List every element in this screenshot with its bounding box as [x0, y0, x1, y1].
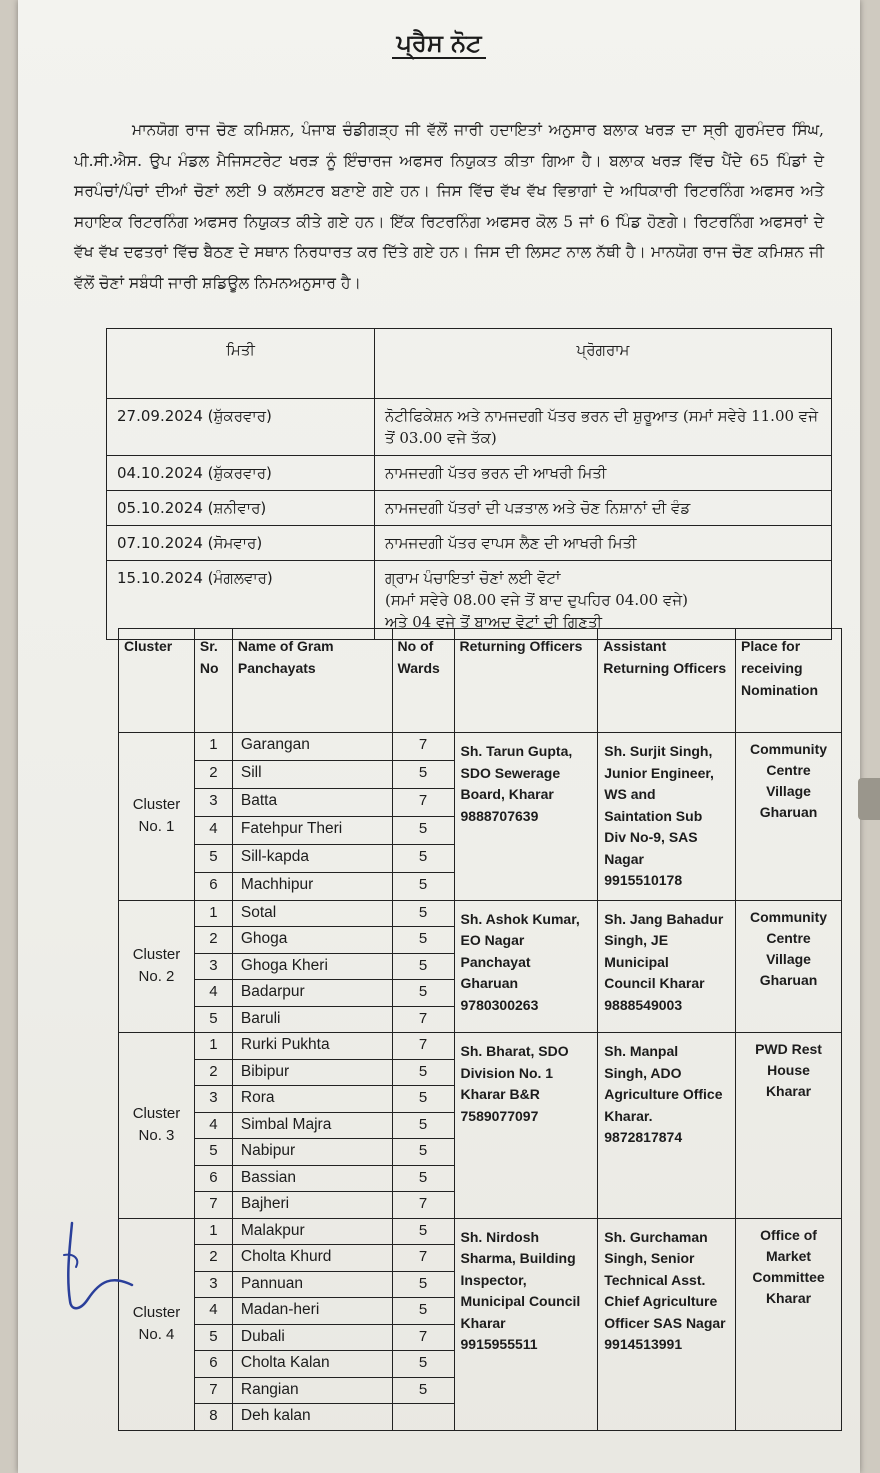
- village-wards: 5: [392, 1059, 454, 1086]
- village-name: Bassian: [232, 1165, 392, 1192]
- nomination-place-line: Community: [750, 741, 828, 757]
- village-sr-no: 5: [194, 1324, 232, 1351]
- schedule-row: [107, 456, 832, 491]
- assistant-returning-officer-line: Chief Agriculture: [604, 1293, 718, 1309]
- paper-clip: [858, 778, 880, 820]
- assistant-returning-officer-line: Sh. Jang Bahadur: [604, 910, 724, 927]
- table-row: [119, 900, 842, 927]
- schedule-program: ਨਾਮਜਦਗੀ ਪੱਤਰ ਭਰਨ ਦੀ ਆਖਰੀ ਮਿਤੀ: [375, 456, 832, 491]
- header-wards: No of Wards: [392, 629, 454, 733]
- nomination-place-line: Gharuan: [759, 804, 818, 820]
- schedule-header-row: [107, 329, 832, 399]
- returning-officer-line: Municipal Council: [460, 1293, 581, 1309]
- table-row: [119, 733, 842, 761]
- village-name: Batta: [232, 788, 392, 816]
- schedule-date: 07.10.2024 (ਸੋਮਵਾਰ): [107, 526, 375, 561]
- village-name: Pannuan: [232, 1271, 392, 1298]
- village-name: Rora: [232, 1086, 392, 1113]
- village-sr-no: 6: [194, 1165, 232, 1192]
- village-sr-no: 1: [194, 1218, 232, 1245]
- village-sr-no: 7: [194, 1377, 232, 1404]
- returning-officer-line: Sharma, Building: [460, 1250, 576, 1266]
- nomination-place-line: Market: [765, 1247, 812, 1264]
- assistant-returning-officer-line: WS and: [604, 786, 656, 802]
- assistant-returning-officer-line: Council Kharar: [604, 975, 705, 991]
- village-wards: 5: [392, 1165, 454, 1192]
- returning-officer-line: 9915955511: [460, 1336, 538, 1352]
- returning-officer: [454, 900, 598, 1033]
- assistant-returning-officer-line: Sh. Manpal: [604, 1043, 679, 1059]
- assistant-returning-officer: [598, 733, 736, 901]
- village-sr-no: 3: [194, 1086, 232, 1113]
- nomination-place-line: Gharuan: [759, 971, 818, 988]
- village-sr-no: 6: [194, 872, 232, 900]
- schedule-program-line: ਗ੍ਰਾਮ ਪੰਚਾਇਤਾਂ ਚੋਣਾਂ ਲਈ ਵੋਟਾਂ: [385, 569, 561, 587]
- village-name: Ghoga Kheri: [232, 953, 392, 980]
- village-sr-no: 4: [194, 1298, 232, 1325]
- village-name: Cholta Khurd: [232, 1245, 392, 1272]
- returning-officer-line: Kharar: [460, 1314, 506, 1331]
- assistant-returning-officer-line: Singh, JE: [604, 932, 669, 948]
- village-name: Nabipur: [232, 1139, 392, 1166]
- village-wards: 7: [392, 1033, 454, 1060]
- village-sr-no: 3: [194, 788, 232, 816]
- village-sr-no: 7: [194, 1192, 232, 1219]
- schedule-date: 04.10.2024 (ਸ਼ੁੱਕਰਵਾਰ): [107, 456, 375, 491]
- assistant-returning-officer-line: Junior Engineer,: [604, 764, 714, 781]
- village-sr-no: 1: [194, 733, 232, 761]
- village-wards: 7: [392, 1192, 454, 1219]
- village-wards: 7: [392, 1324, 454, 1351]
- nomination-place-line: Office of: [760, 1226, 817, 1243]
- assistant-returning-officer-line: 9915510178: [604, 872, 683, 888]
- nomination-place-line: House: [767, 1062, 810, 1078]
- nomination-place: [736, 1218, 842, 1430]
- village-name: Malakpur: [232, 1218, 392, 1245]
- returning-officer-line: Gharuan: [460, 975, 519, 991]
- cluster-label: Cluster No. 3: [119, 1033, 195, 1219]
- schedule-date: 05.10.2024 (ਸ਼ਨੀਵਾਰ): [107, 491, 375, 526]
- village-name: Sotal: [232, 900, 392, 927]
- assistant-returning-officer-line: Sh. Gurchaman: [604, 1228, 708, 1245]
- village-sr-no: 4: [194, 816, 232, 844]
- assistant-returning-officer-line: Municipal: [604, 953, 669, 970]
- village-sr-no: 2: [194, 1059, 232, 1086]
- header-sr-no: Sr. No: [194, 629, 232, 733]
- table-row: [119, 1033, 842, 1060]
- schedule-date: 15.10.2024 (ਮੰਗਲਵਾਰ): [107, 561, 375, 640]
- village-wards: 5: [392, 1218, 454, 1245]
- nomination-place: [736, 900, 842, 1033]
- cluster-label: Cluster No. 4: [119, 1218, 195, 1430]
- nomination-place: [736, 733, 842, 901]
- village-name: Rangian: [232, 1377, 392, 1404]
- nomination-place-line: Kharar: [765, 1289, 812, 1306]
- village-sr-no: 2: [194, 760, 232, 788]
- village-name: Garangan: [232, 733, 392, 761]
- returning-officer-line: Panchayat: [460, 953, 531, 970]
- cluster-table: [118, 628, 842, 1431]
- nomination-place-line: Village: [766, 783, 811, 799]
- schedule-program: ਨਾਮਜਦਗੀ ਪੱਤਰਾਂ ਦੀ ਪੜਤਾਲ ਅਤੇ ਚੋਣ ਨਿਸ਼ਾਨਾਂ ਦੀ ਵੰਡ: [375, 491, 832, 526]
- village-sr-no: 2: [194, 927, 232, 954]
- nomination-place: [736, 1033, 842, 1219]
- returning-officer-line: Sh. Nirdosh: [460, 1228, 540, 1245]
- schedule-program-line: (ਸਮਾਂ ਸਵੇਰੇ 08.00 ਵਜੇ ਤੋਂ ਬਾਦ ਦੁਪਹਿਰ 04.00 ਵਜੇ): [385, 591, 689, 609]
- schedule-program-line: ਅਤੇ 04 ਵਜੇ ਤੋਂ ਬਾਅਦ ਵੋਟਾਂ ਦੀ ਗਿਣਤੀ: [385, 613, 603, 631]
- village-wards: 7: [392, 1006, 454, 1033]
- nomination-place-line: Kharar: [765, 1083, 812, 1099]
- header-assistant-ro: Assistant Returning Officers: [598, 629, 736, 733]
- village-name: Fatehpur Theri: [232, 816, 392, 844]
- village-wards: 5: [392, 760, 454, 788]
- assistant-returning-officer: [598, 1218, 736, 1430]
- returning-officer-line: EO Nagar: [460, 932, 525, 948]
- returning-officer-line: Sh. Ashok Kumar,: [460, 910, 580, 927]
- village-sr-no: 5: [194, 1139, 232, 1166]
- returning-officer-line: Sh. Tarun Gupta,: [460, 743, 573, 759]
- nomination-place-line: Village: [766, 950, 811, 967]
- table-row: [119, 1218, 842, 1245]
- assistant-returning-officer-line: 9914513991: [604, 1336, 683, 1352]
- village-wards: 5: [392, 1271, 454, 1298]
- village-name: Dubali: [232, 1324, 392, 1351]
- village-sr-no: 6: [194, 1351, 232, 1378]
- assistant-returning-officer-line: Singh, ADO: [604, 1064, 682, 1081]
- header-cluster: Cluster: [119, 629, 195, 733]
- header-name: Name of Gram Panchayats: [232, 629, 392, 733]
- village-wards: 7: [392, 788, 454, 816]
- village-sr-no: 4: [194, 1112, 232, 1139]
- returning-officer-line: Division No. 1: [460, 1064, 554, 1081]
- schedule-row: [107, 491, 832, 526]
- village-wards: 5: [392, 1086, 454, 1113]
- returning-officer-line: 9888707639: [460, 807, 539, 824]
- village-name: Ghoga: [232, 927, 392, 954]
- intro-paragraph: ਮਾਨਯੋਗ ਰਾਜ ਚੋਣ ਕਮਿਸ਼ਨ, ਪੰਜਾਬ ਚੰਡੀਗੜ੍ਹ ਜੀ ਵੱਲੋਂ ਜਾਰੀ ਹਦਾਇਤਾਂ ਅਨੁਸਾਰ ਬਲਾਕ ਖਰੜ ਦਾ ਸ੍ਰੀ ਗੁਰਮੰਦਰ ਸਿੰਘ, ਪੀ.ਸੀ.ਐਸ. ਉਪ ਮੰਡਲ ਮੈਜਿਸਟਰੇਟ ਖਰੜ ਨੂੰ ਇੰਚਾਰਜ ਅਫਸਰ ਨਿਯੁਕਤ ਕੀਤਾ ਗਿਆ ਹੈ। ਬਲਾਕ ਖਰੜ ਵਿੱਚ ਪੈਂਦੇ 65 ਪਿੰਡਾਂ ਦੇ ਸਰਪੰਚਾਂ/ਪੰਚਾਂ ਦੀਆਂ ਚੋਣਾਂ ਲਈ 9 ਕਲੱਸਟਰ ਬਣਾਏ ਗਏ ਹਨ। ਜਿਸ ਵਿੱਚ ਵੱਖ ਵੱਖ ਵਿਭਾਗਾਂ ਦੇ ਅਧਿਕਾਰੀ ਰਿਟਰਨਿੰਗ ਅਫਸਰ ਅਤੇ ਸਹਾਇਕ ਰਿਟਰਨਿੰਗ ਅਫਸਰ ਨਿਯੁਕਤ ਕੀਤੇ ਗਏ ਹਨ। ਇੱਕ ਰਿਟਰਨਿੰਗ ਅਫਸਰ ਕੋਲ 5 ਜਾਂ 6 ਪਿੰਡ ਹੋਣਗੇ। ਰਿਟਰਨਿੰਗ ਅਫਸਰਾਂ ਦੇ ਵੱਖ ਵੱਖ ਦਫਤਰਾਂ ਵਿੱਚ ਬੈਠਣ ਦੇ ਸਥਾਨ ਨਿਰਧਾਰਤ ਕਰ ਦਿੱਤੇ ਗਏ ਹਨ। ਜਿਸ ਦੀ ਲਿਸਟ ਨਾਲ ਨੱਥੀ ਹੈ। ਮਾਨਯੋਗ ਰਾਜ ਚੋਣ ਕਮਿਸ਼ਨ ਜੀ ਵੱਲੋਂ ਚੋਣਾਂ ਸਬੰਧੀ ਜਾਰੀ ਸ਼ਡਿਊਲ ਨਿਮਨਅਨੁਸਾਰ ਹੈ।: [74, 121, 824, 292]
- village-wards: 5: [392, 1377, 454, 1404]
- cluster-label: Cluster No. 2: [119, 900, 195, 1033]
- village-sr-no: 4: [194, 980, 232, 1007]
- cluster-label: Cluster No. 1: [119, 733, 195, 901]
- schedule-date: 27.09.2024 (ਸ਼ੁੱਕਰਵਾਰ): [107, 399, 375, 456]
- returning-officer-line: 7589077097: [460, 1107, 539, 1124]
- nomination-place-line: Community: [750, 908, 828, 925]
- village-name: Deh kalan: [232, 1404, 392, 1431]
- village-name: Madan-heri: [232, 1298, 392, 1325]
- returning-officer: [454, 733, 598, 901]
- village-sr-no: 5: [194, 1006, 232, 1033]
- returning-officer-line: Sh. Bharat, SDO: [460, 1043, 569, 1059]
- cluster-header-row: [119, 629, 842, 733]
- village-name: Rurki Pukhta: [232, 1033, 392, 1060]
- returning-officer-line: Inspector,: [460, 1271, 527, 1288]
- village-wards: 5: [392, 844, 454, 872]
- schedule-program: ਨੋਟੀਫਿਕੇਸ਼ਨ ਅਤੇ ਨਾਮਜਦਗੀ ਪੱਤਰ ਭਰਨ ਦੀ ਸ਼ੁਰੂਆਤ (ਸਮਾਂ ਸਵੇਰੇ 11.00 ਵਜੇ ਤੋਂ 03.00 ਵਜੇ ਤੱਕ): [375, 399, 832, 456]
- assistant-returning-officer-line: Nagar: [604, 850, 644, 867]
- village-wards: 7: [392, 733, 454, 761]
- village-sr-no: 1: [194, 900, 232, 927]
- village-wards: 5: [392, 900, 454, 927]
- signature-mark: [40, 1215, 150, 1325]
- header-returning-officers: Returning Officers: [454, 629, 598, 733]
- village-name: Badarpur: [232, 980, 392, 1007]
- returning-officer-line: Kharar B&R: [460, 1086, 540, 1102]
- village-sr-no: 3: [194, 953, 232, 980]
- village-sr-no: 1: [194, 1033, 232, 1060]
- assistant-returning-officer-line: Kharar.: [604, 1107, 653, 1124]
- nomination-place-line: Centre: [766, 762, 811, 778]
- assistant-returning-officer-line: Technical Asst.: [604, 1271, 706, 1288]
- schedule-program: ਨਾਮਜਦਗੀ ਪੱਤਰ ਵਾਪਸ ਲੈਣ ਦੀ ਆਖਰੀ ਮਿਤੀ: [375, 526, 832, 561]
- nomination-place-line: Committee: [752, 1268, 825, 1285]
- returning-officer-line: 9780300263: [460, 996, 539, 1013]
- village-wards: 5: [392, 1298, 454, 1325]
- village-name: Baruli: [232, 1006, 392, 1033]
- village-sr-no: 8: [194, 1404, 232, 1431]
- nomination-place-line: Centre: [766, 929, 811, 946]
- village-wards: 5: [392, 816, 454, 844]
- village-wards: 5: [392, 1112, 454, 1139]
- schedule-header-date: ਮਿਤੀ: [107, 329, 375, 399]
- schedule-row: [107, 399, 832, 456]
- returning-officer-line: SDO Sewerage: [460, 764, 561, 781]
- header-place: Place for receiving Nomination: [736, 629, 842, 733]
- village-wards: 5: [392, 872, 454, 900]
- village-sr-no: 3: [194, 1271, 232, 1298]
- returning-officer: [454, 1218, 598, 1430]
- assistant-returning-officer-line: Singh, Senior: [604, 1250, 695, 1266]
- village-sr-no: 2: [194, 1245, 232, 1272]
- assistant-returning-officer-line: Officer SAS Nagar: [604, 1314, 726, 1331]
- assistant-returning-officer: [598, 900, 736, 1033]
- schedule-row: [107, 526, 832, 561]
- village-name: Sill: [232, 760, 392, 788]
- village-name: Sill-kapda: [232, 844, 392, 872]
- page-title: ਪ੍ਰੈਸ ਨੋਟ: [18, 28, 860, 57]
- village-name: Bibipur: [232, 1059, 392, 1086]
- assistant-returning-officer-line: Div No-9, SAS: [604, 829, 698, 845]
- village-wards: 7: [392, 1245, 454, 1272]
- returning-officer-line: Board, Kharar: [460, 786, 554, 802]
- village-name: Machhipur: [232, 872, 392, 900]
- assistant-returning-officer-line: 9872817874: [604, 1129, 683, 1145]
- nomination-place-line: PWD Rest: [755, 1041, 822, 1057]
- village-wards: 5: [392, 1139, 454, 1166]
- village-name: Simbal Majra: [232, 1112, 392, 1139]
- returning-officer: [454, 1033, 598, 1219]
- schedule-table: [106, 328, 832, 640]
- assistant-returning-officer: [598, 1033, 736, 1219]
- assistant-returning-officer-line: Sh. Surjit Singh,: [604, 743, 713, 759]
- village-wards: [392, 1404, 454, 1431]
- village-name: Cholta Kalan: [232, 1351, 392, 1378]
- village-wards: 5: [392, 1351, 454, 1378]
- assistant-returning-officer-line: Saintation Sub: [604, 807, 703, 824]
- village-wards: 5: [392, 980, 454, 1007]
- village-name: Bajheri: [232, 1192, 392, 1219]
- assistant-returning-officer-line: Agriculture Office: [604, 1086, 723, 1102]
- schedule-header-program: ਪ੍ਰੋਗਰਾਮ: [375, 329, 832, 399]
- village-wards: 5: [392, 927, 454, 954]
- cluster-table-body: [119, 733, 842, 1431]
- assistant-returning-officer-line: 9888549003: [604, 996, 683, 1013]
- village-sr-no: 5: [194, 844, 232, 872]
- village-wards: 5: [392, 953, 454, 980]
